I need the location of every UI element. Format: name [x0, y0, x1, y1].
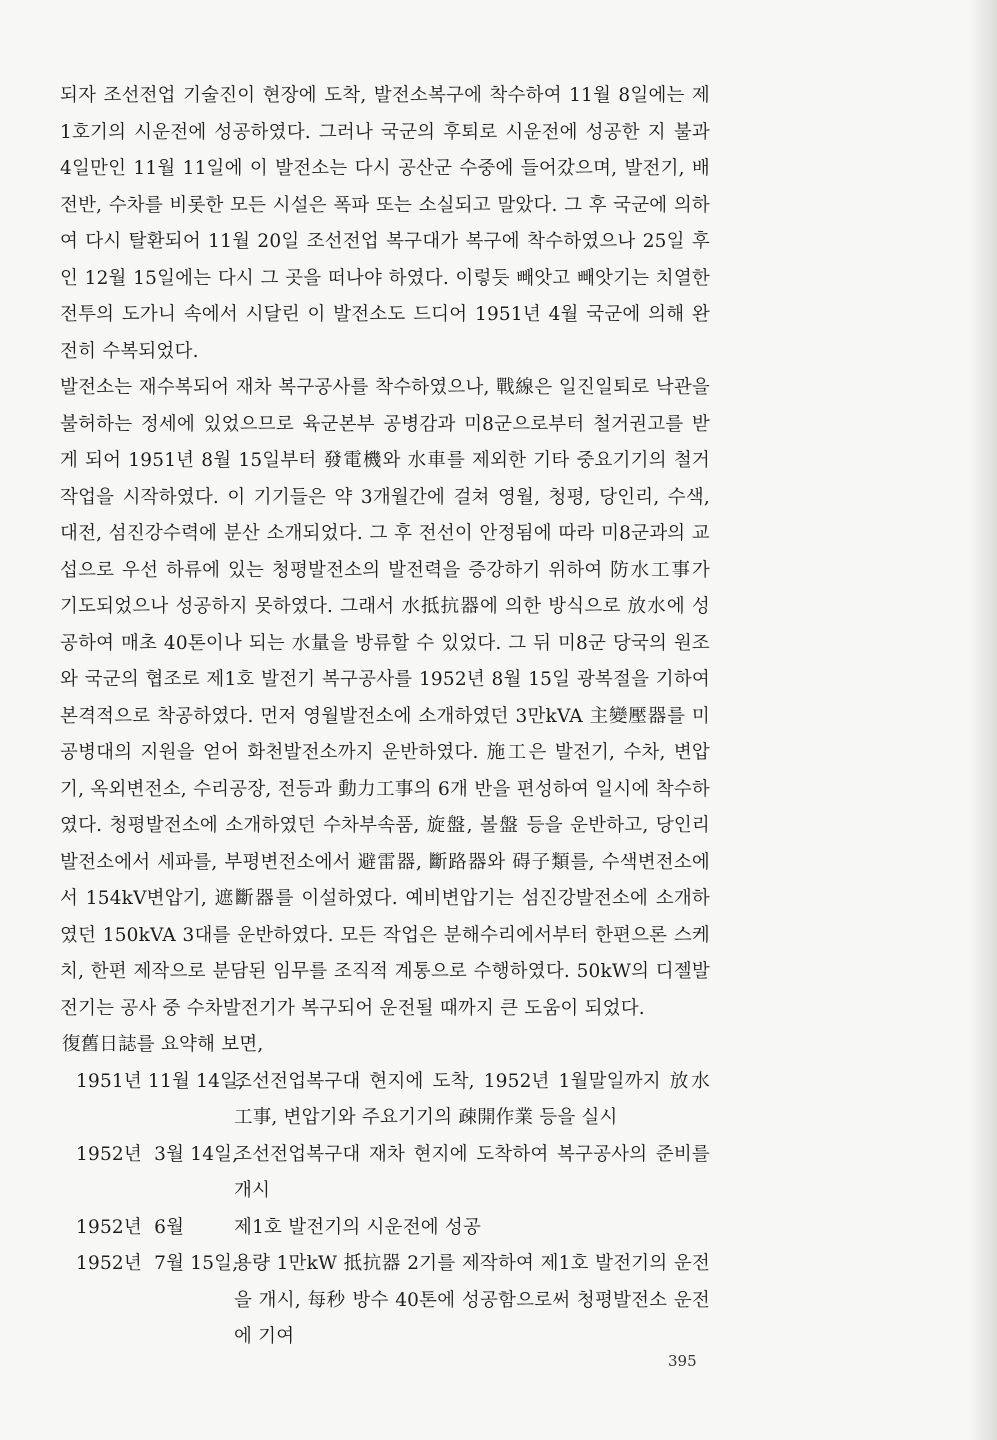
log-date: 1952년 6월	[76, 1216, 185, 1238]
log-text: 조선전업복구대 현지에 도착, 1952년 1월말일까지 放水工事, 변압기와 주요기기의 疎開作業 등을 실시	[234, 1070, 710, 1128]
paragraph-2: 발전소는 재수복되어 재차 복구공사를 착수하였으나, 戰線은 일진일퇴로 낙관을 불허하는 정세에 있었으므로 육군본부 공병감과 미8군으로부터 철거권고를 받게 되어 1951년 8월 15일부터 發電機와 水車를 제외한 기타 중요기기의 철거작업을 시작하였다. 이 기기들은 약 3개월간에 걸쳐 영월, 청평, 당인리, 수색, 대전, 섬진강수력에 분산 소개되었다. 그 후 전선이 안정됨에 따라 미8군과의 교섭으로 우선 하류에 있는 청평발전소의 발전력을 증강하기 위하여 防水工事가 기도되었으나 성공하지 못하였다. 그래서 水抵抗器에 의한 방식으로 放水에 성공하여 매초 40톤이나 되는 水量을 방류할 수 있었다. 그 뒤 미8군 당국의 원조와 국군의 협조로 제1호 발전기 복구공사를 1952년 8월 15일 광복절을 기하여 본격적으로 착공하였다. 먼저 영월발전소에 소개하였던 3만kVA 主變壓器를 미공병대의 지원을 얻어 화천발전소까지 운반하였다. 施工은 발전기, 수차, 변압기, 옥외변전소, 수리공장, 전등과 動力工事의 6개 반을 편성하여 일시에 착수하였다. 청평발전소에 소개하였던 수차부속품, 旋盤, 볼盤 등을 운반하고, 당인리발전소에서 세파를, 부평변전소에서 避雷器, 斷路器와 碍子類를, 수색변전소에서 154kV변압기, 遮斷器를 이설하였다. 예비변압기는 섬진강발전소에 소개하였던 150kVA 3대를 운반하였다. 모든 작업은 분해수리에서부터 한편으론 스케치, 한편 제작으로 분담된 임무를 조직적 계통으로 수행하였다. 50kW의 디젤발전기는 공사 중 수차발전기가 복구되어 운전될 때까지 큰 도움이 되었다.	[60, 377, 710, 1019]
log-entry	[60, 1064, 710, 1137]
page-number: 395	[668, 1352, 697, 1370]
log-entry	[60, 1210, 710, 1247]
log-text: 조선전업복구대 재차 현지에 도착하여 복구공사의 준비를 개시	[234, 1143, 710, 1201]
restoration-log	[60, 1064, 710, 1356]
document-body	[60, 78, 710, 1356]
log-text: 제1호 발전기의 시운전에 성공	[234, 1216, 482, 1238]
log-date: 1952년 3월 14일,	[76, 1143, 239, 1165]
paragraph-1: 되자 조선전업 기술진이 현장에 도착, 발전소복구에 착수하여 11월 8일에는 제1호기의 시운전에 성공하였다. 그러나 국군의 후퇴로 시운전에 성공한 지 불과 4일만인 11월 11일에 이 발전소는 다시 공산군 수중에 들어갔으며, 발전기, 배전반, 수차를 비롯한 모든 시설은 폭파 또는 소실되고 말았다. 그 후 국군에 의하여 다시 탈환되어 11월 20일 조선전업 복구대가 복구에 착수하였으나 25일 후인 12월 15일에는 다시 그 곳을 떠나야 하였다. 이렇듯 빼앗고 빼앗기는 치열한 전투의 도가니 속에서 시달린 이 발전소도 드디어 1951년 4월 국군에 의해 완전히 수복되었다.	[60, 85, 710, 362]
log-intro: 復舊日誌를 요약해 보면,	[62, 1034, 264, 1055]
page-edge-shadow	[969, 0, 997, 1440]
log-date: 1951년 11월 14일,	[76, 1070, 245, 1092]
log-entry	[60, 1246, 710, 1356]
log-date: 1952년 7월 15일,	[76, 1253, 239, 1274]
log-text: 용량 1만kW 抵抗器 2기를 제작하여 제1호 발전기의 운전을 개시, 每秒 방수 40톤에 성공함으로써 청평발전소 운전에 기여	[234, 1253, 710, 1347]
log-entry	[60, 1137, 710, 1210]
